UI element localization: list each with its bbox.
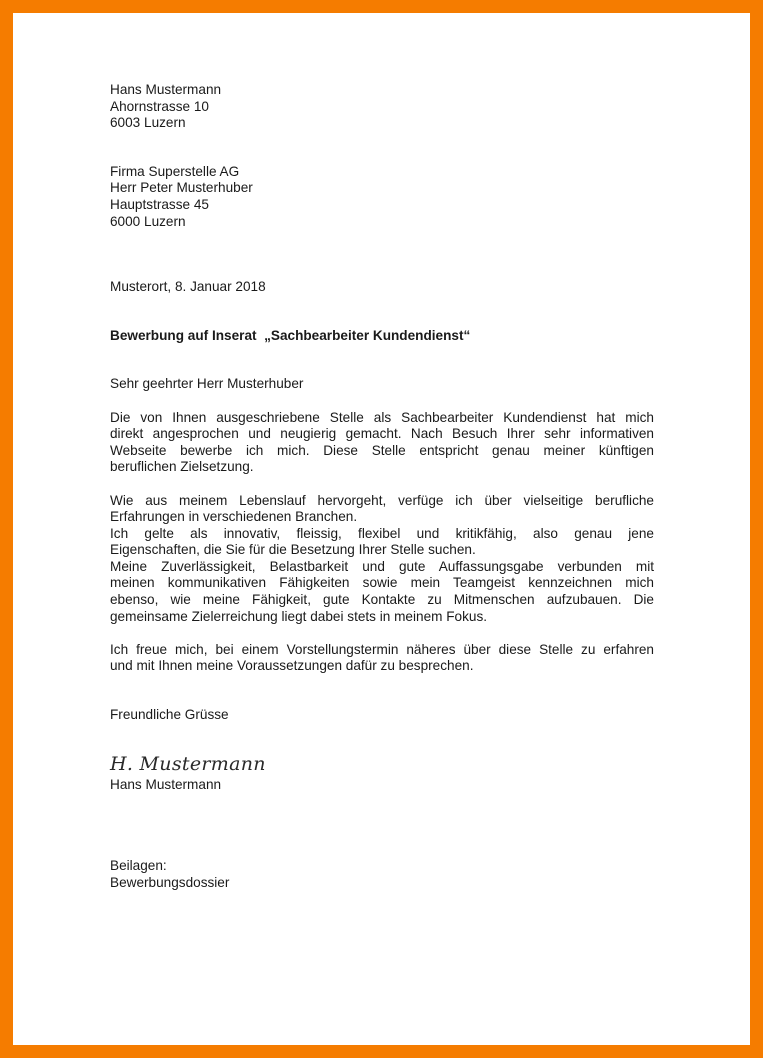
paragraph-line: direkt angesprochen und neugierig gemacht. Nach Besuch Ihrer sehr informativen bbox=[110, 426, 654, 442]
paragraph-line: beruflichen Zielsetzung. bbox=[110, 459, 254, 475]
recipient-contact: Herr Peter Musterhuber bbox=[110, 180, 253, 196]
attachment-item: Bewerbungsdossier bbox=[110, 874, 230, 890]
handwritten-signature: H. Mustermann bbox=[110, 752, 266, 775]
recipient-city: 6000 Luzern bbox=[110, 213, 186, 229]
sender-city: 6003 Luzern bbox=[110, 115, 186, 131]
sender-address bbox=[110, 82, 654, 132]
paragraph-line: Ich gelte als innovativ, fleissig, flexibel und kritikfähig, also genau jene bbox=[110, 525, 654, 541]
paragraph-line: Wie aus meinem Lebenslauf hervorgeht, verfüge ich über vielseitige berufliche bbox=[110, 492, 654, 508]
paragraph-1 bbox=[110, 410, 654, 476]
salutation: Sehr geehrter Herr Musterhuber bbox=[110, 376, 304, 392]
closing: Freundliche Grüsse bbox=[110, 707, 229, 723]
date-line: Musterort, 8. Januar 2018 bbox=[110, 279, 266, 295]
letter-date bbox=[110, 279, 654, 296]
paragraph-line: Eigenschaften, die Sie für die Besetzung Ihrer Stelle suchen. bbox=[110, 542, 476, 558]
paragraph-line: meinen kommunikativen Fähigkeiten sowie mein Teamgeist kennzeichnen mich bbox=[110, 575, 654, 591]
attachments-label: Beilagen: bbox=[110, 858, 167, 874]
paragraph-line: ebenso, wie meine Fähigkeit, gute Kontakte zu Mitmenschen aufzubauen. Die bbox=[110, 592, 654, 608]
recipient-street: Hauptstrasse 45 bbox=[110, 196, 209, 212]
letter-body bbox=[110, 82, 654, 891]
sender-street: Ahornstrasse 10 bbox=[110, 98, 209, 114]
paragraph-2 bbox=[110, 493, 654, 626]
signature-printed-name: Hans Mustermann bbox=[110, 776, 222, 792]
paragraph-line: Die von Ihnen ausgeschriebene Stelle als Sachbearbeiter Kundendienst hat mich bbox=[110, 409, 654, 425]
paragraph-3 bbox=[110, 642, 654, 675]
letter-subject: Bewerbung auf Inserat „Sachbearbeiter Kundendienst“ bbox=[110, 327, 471, 343]
attachments bbox=[110, 858, 654, 891]
paragraph-line: Erfahrungen in verschiedenen Branchen. bbox=[110, 509, 358, 525]
recipient-company: Firma Superstelle AG bbox=[110, 163, 240, 179]
paragraph-line: Webseite bewerbe ich mich. Diese Stelle entspricht genau meiner künftigen bbox=[110, 442, 654, 458]
letter-page bbox=[24, 24, 739, 1034]
paragraph-line: und mit Ihnen meine Voraussetzungen dafür zu besprechen. bbox=[110, 658, 474, 674]
paragraph-line: Ich freue mich, bei einem Vorstellungstermin näheres über diese Stelle zu erfahren bbox=[110, 641, 654, 657]
paragraph-line: Meine Zuverlässigkeit, Belastbarkeit und gute Auffassungsgabe verbunden mit bbox=[110, 558, 654, 574]
paragraph-line: gemeinsame Zielerreichung liegt dabei stets in meinem Fokus. bbox=[110, 608, 488, 624]
sender-name: Hans Mustermann bbox=[110, 82, 222, 97]
recipient-address bbox=[110, 164, 654, 230]
